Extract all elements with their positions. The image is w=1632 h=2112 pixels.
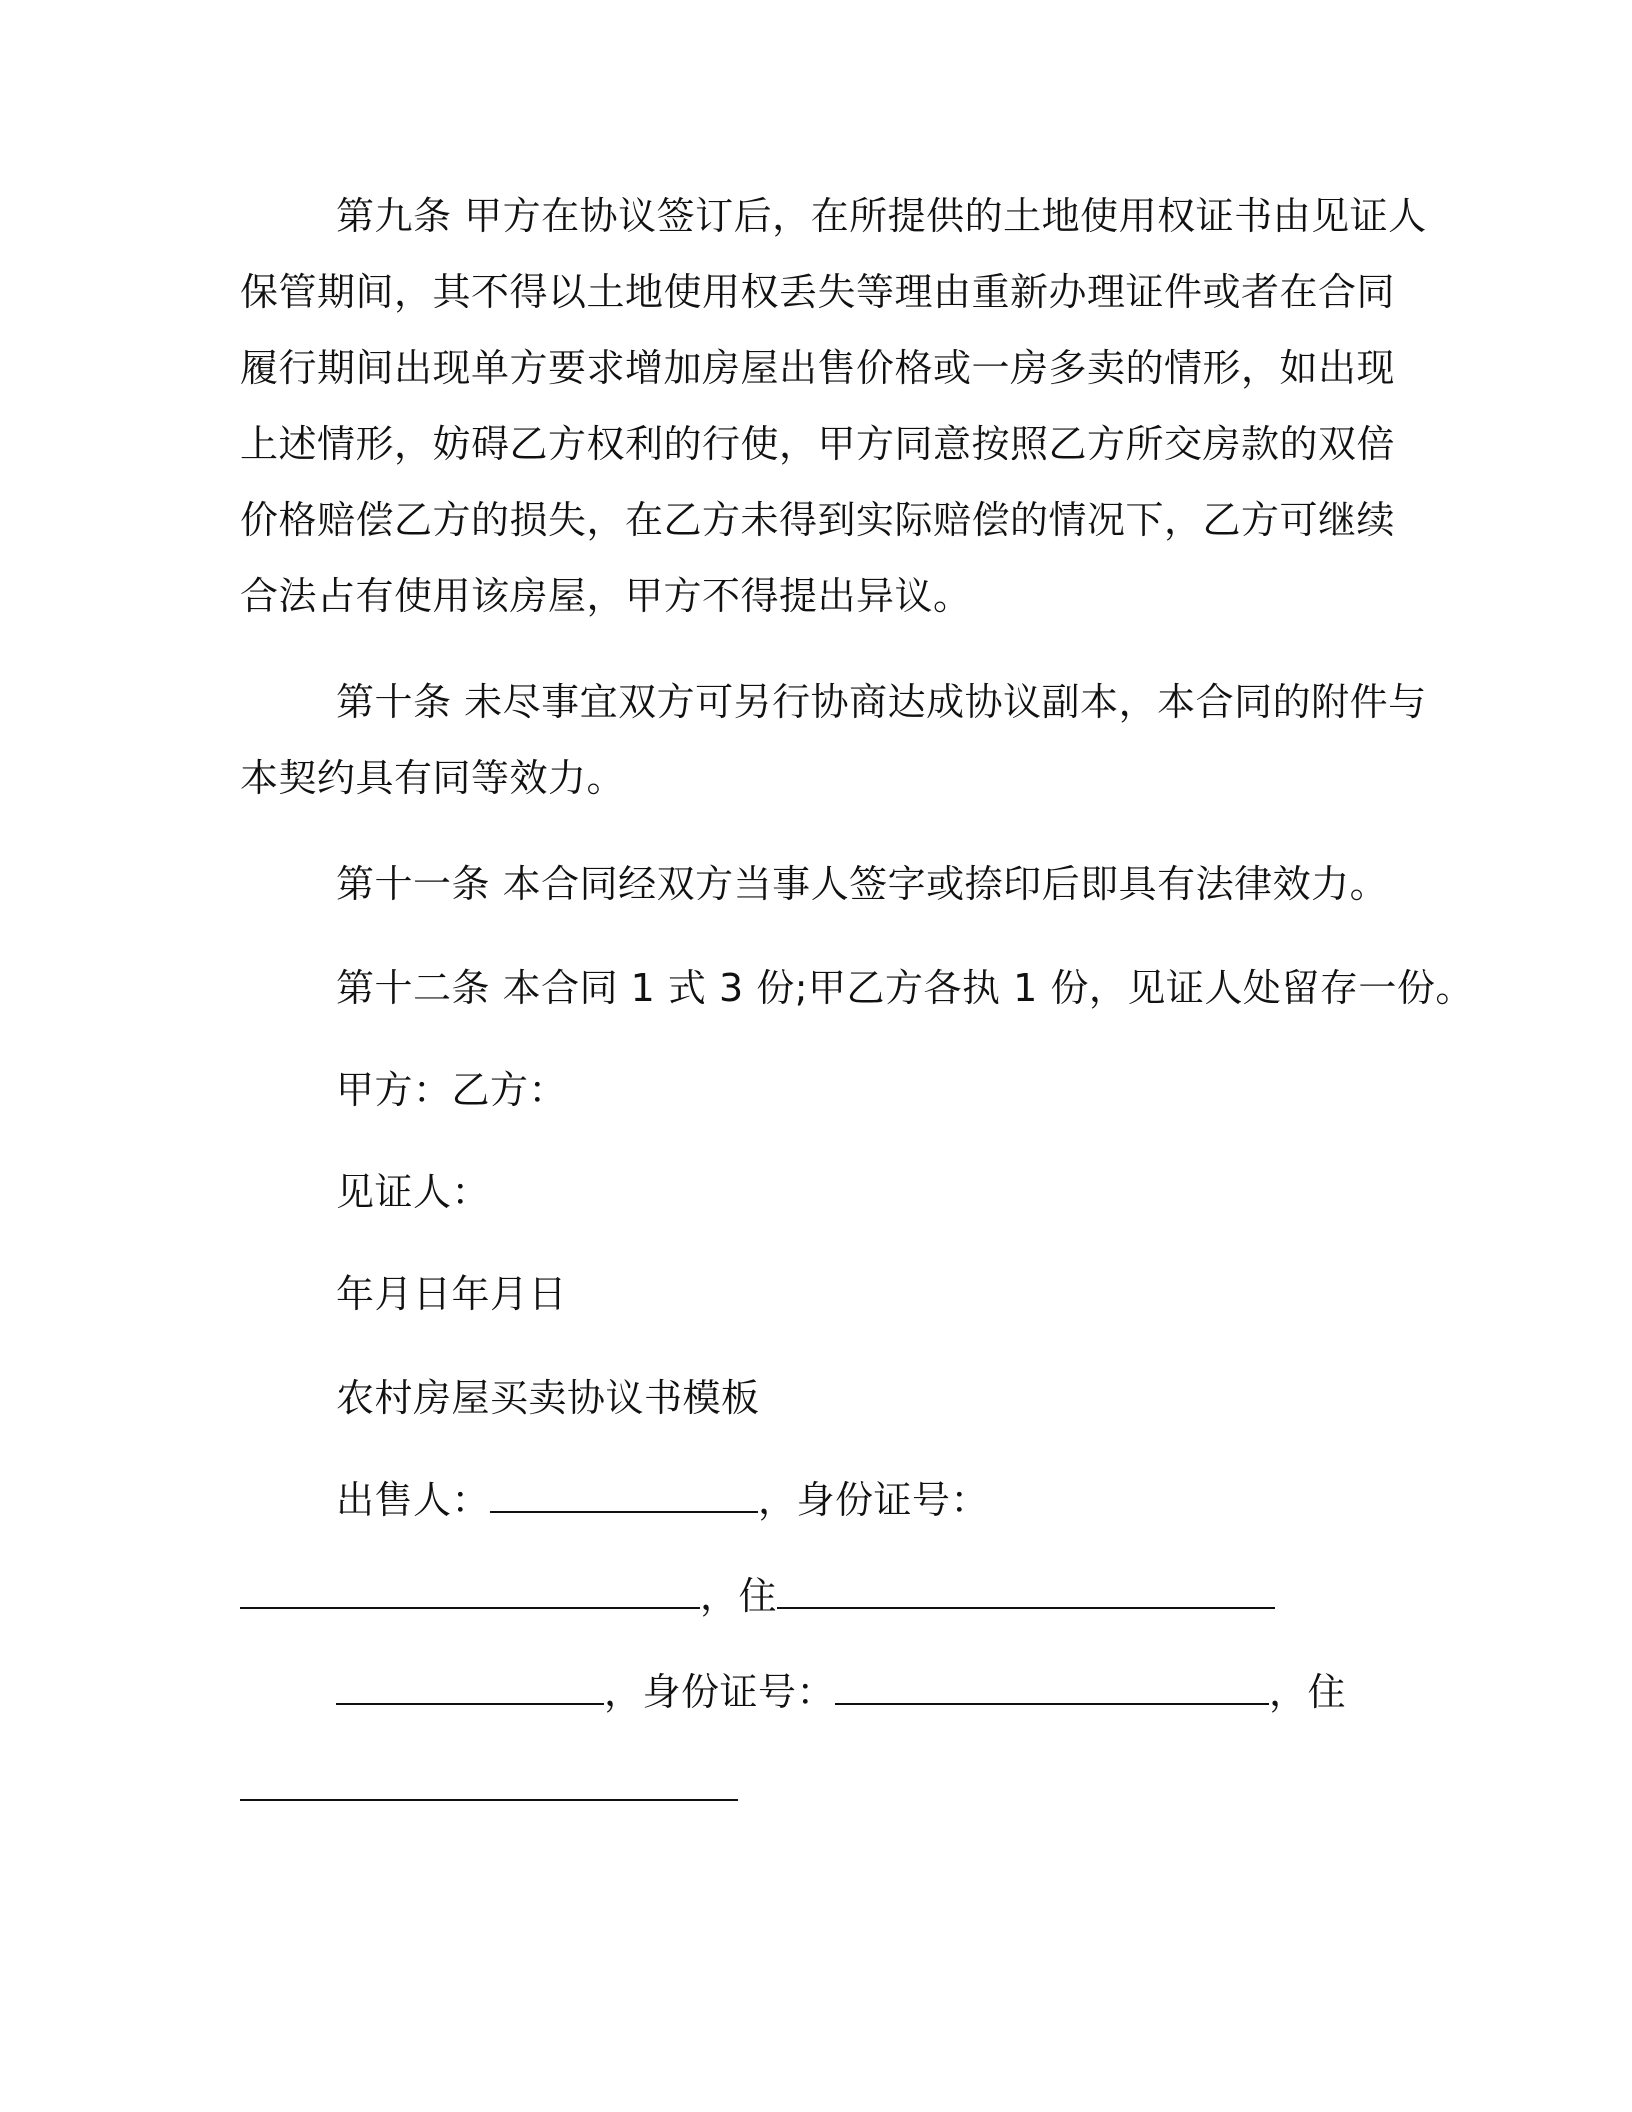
article-11: 第十一条 本合同经双方当事人签字或捺印后即具有法律效力。 [336,862,1389,906]
seller-id-address-line [240,1572,1275,1620]
address-label: ，住 [700,1574,778,1618]
article-9-line-3: 履行期间出现单方要求增加房屋出售价格或一房多卖的情形，如出现 [240,346,1396,390]
article-9-line-1: 第九条 甲方在协议签订后，在所提供的土地使用权证书由见证人 [336,194,1427,238]
article-9-line-4: 上述情形，妨碍乙方权利的行使，甲方同意按照乙方所交房款的双倍 [240,422,1396,466]
buyer-line [336,1668,1346,1716]
article-10-line-1: 第十条 未尽事宜双方可另行协商达成协议副本，本合同的附件与 [336,680,1427,724]
witness-signature-line: 见证人： [336,1170,491,1214]
seller-id-blank[interactable] [240,1573,700,1609]
article-10-line-2: 本契约具有同等效力。 [240,756,626,800]
seller-label: 出售人： [336,1478,491,1522]
buyer-address-label: ，住 [1269,1670,1347,1714]
article-9-line-2: 保管期间，其不得以土地使用权丢失等理由重新办理证件或者在合同 [240,270,1396,314]
buyer-name-blank[interactable] [336,1669,604,1705]
seller-address-blank[interactable] [777,1573,1275,1609]
buyer-address-blank[interactable] [240,1765,738,1801]
date-line: 年月日年月日 [336,1272,568,1316]
article-9-line-6: 合法占有使用该房屋，甲方不得提出异议。 [240,574,972,618]
parties-signature-line: 甲方：乙方： [336,1068,568,1112]
article-12: 第十二条 本合同 1 式 3 份;甲乙方各执 1 份，见证人处留存一份。 [336,966,1474,1010]
article-9-line-5: 价格赔偿乙方的损失，在乙方未得到实际赔偿的情况下，乙方可继续 [240,498,1396,542]
template-title: 农村房屋买卖协议书模板 [336,1376,760,1420]
buyer-id-label: ，身份证号： [604,1670,836,1714]
id-number-label: ，身份证号： [758,1478,990,1522]
buyer-id-blank[interactable] [835,1669,1269,1705]
seller-name-blank[interactable] [490,1477,758,1513]
buyer-address-line [240,1764,738,1812]
seller-line [336,1476,989,1524]
